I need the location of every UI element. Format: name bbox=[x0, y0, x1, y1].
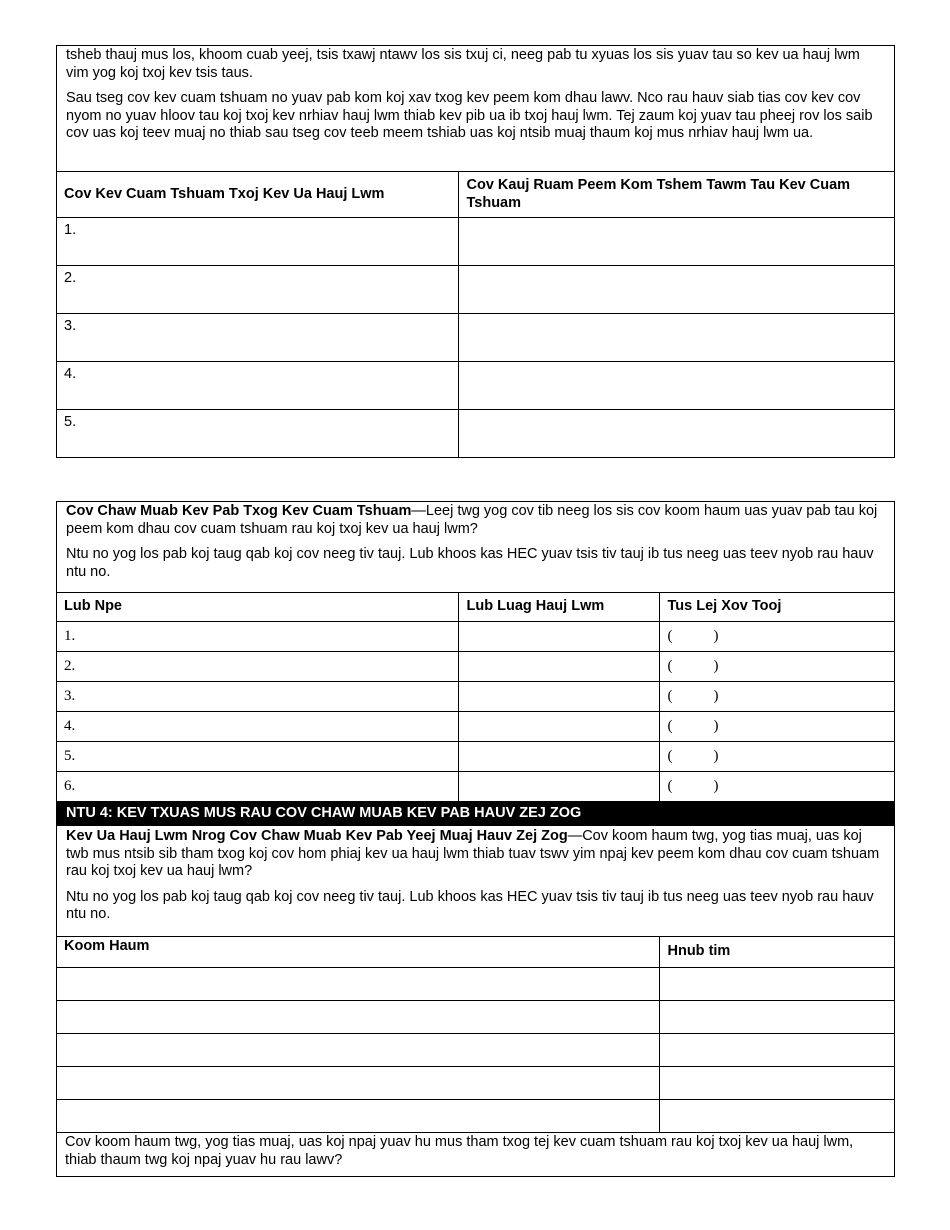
phone-area-close: ) bbox=[713, 717, 719, 734]
barrier-row-label: 1. bbox=[56, 218, 458, 266]
date-column-header: Hnub tim bbox=[659, 937, 895, 968]
resources-intro bbox=[66, 503, 885, 538]
phone-area-open: ( bbox=[667, 657, 673, 674]
phone-area-open: ( bbox=[667, 717, 673, 734]
resources-intro-question: —Leej twg yog cov tib neeg los sis cov koom haum uas yuav pab tau koj peem kom dhau cov cuam tshuam rau koj txoj kev ua hauj lwm? bbox=[66, 503, 878, 537]
organization-cell[interactable] bbox=[56, 1001, 659, 1034]
resources-section bbox=[56, 501, 895, 1177]
resources-intro-title: Cov Chaw Muab Kev Pab Txog Kev Cuam Tshuam bbox=[66, 503, 412, 519]
resource-phone-cell[interactable] bbox=[659, 712, 895, 742]
resource-role-cell[interactable] bbox=[458, 622, 659, 652]
barrier-step-cell[interactable] bbox=[458, 362, 895, 410]
resource-phone-cell[interactable] bbox=[659, 772, 895, 802]
resource-row-label: 3. bbox=[56, 682, 458, 712]
resource-role-cell[interactable] bbox=[458, 712, 659, 742]
phone-area-close: ) bbox=[713, 687, 719, 704]
resource-row-label: 6. bbox=[56, 772, 458, 802]
date-cell[interactable] bbox=[659, 1100, 895, 1133]
barriers-table bbox=[56, 171, 895, 458]
resource-row-label: 2. bbox=[56, 652, 458, 682]
date-cell[interactable] bbox=[659, 1001, 895, 1034]
phone-area-close: ) bbox=[713, 777, 719, 794]
barrier-step-cell[interactable] bbox=[458, 266, 895, 314]
organization-cell[interactable] bbox=[56, 968, 659, 1001]
resources-table bbox=[56, 592, 895, 802]
barrier-row-label: 5. bbox=[56, 410, 458, 458]
community-resources-note: Ntu no yog los pab koj taug qab koj cov neeg tiv tauj. Lub khoos kas HEC yuav tsis tiv tauj ib tus neeg uas teev nyob rau hauv ntu no. bbox=[66, 888, 874, 922]
barriers-column-header: Cov Kev Cuam Tshuam Txoj Kev Ua Hauj Lwm bbox=[56, 172, 458, 218]
role-column-header: Lub Luag Hauj Lwm bbox=[458, 593, 659, 622]
resource-phone-cell[interactable] bbox=[659, 682, 895, 712]
resource-phone-cell[interactable] bbox=[659, 652, 895, 682]
resource-row-label: 1. bbox=[56, 622, 458, 652]
organization-column-header: Koom Haum bbox=[56, 937, 659, 968]
phone-area-open: ( bbox=[667, 627, 673, 644]
name-column-header: Lub Npe bbox=[56, 593, 458, 622]
resource-phone-cell[interactable] bbox=[659, 622, 895, 652]
section-4-title-bar: NTU 4: KEV TXUAS MUS RAU COV CHAW MUAB KEV PAB HAUV ZEJ ZOG bbox=[57, 801, 894, 826]
date-cell[interactable] bbox=[659, 968, 895, 1001]
phone-column-header: Tus Lej Xov Tooj bbox=[659, 593, 895, 622]
community-resources-intro-question: —Cov koom haum twg, yog tias muaj, uas koj twb mus ntsib sib tham txog koj cov hom phiaj kev ua hauj lwm thiab tuav tswv yim npaj kev peem kom dhau cov cuam tshuam rau koj txoj kev ua hauj lwm? bbox=[66, 828, 880, 879]
resource-phone-cell[interactable] bbox=[659, 742, 895, 772]
resources-note: Ntu no yog los pab koj taug qab koj cov neeg tiv tauj. Lub khoos kas HEC yuav tsis tiv tauj ib tus neeg uas teev nyob rau hauv ntu no. bbox=[66, 546, 874, 580]
barriers-intro-text: tsheb thauj mus los, khoom cuab yeej, tsis txawj ntawv los sis txuj ci, neeg pab tu xyuas los sis yuav tau so kev ua hauj lwm vim yog koj txoj kev tsis taus. bbox=[66, 47, 860, 81]
resource-role-cell[interactable] bbox=[458, 682, 659, 712]
resource-role-cell[interactable] bbox=[458, 652, 659, 682]
barrier-row-label: 4. bbox=[56, 362, 458, 410]
organization-cell[interactable] bbox=[56, 1067, 659, 1100]
steps-column-header: Cov Kauj Ruam Peem Kom Tshem Tawm Tau Kev Cuam Tshuam bbox=[458, 172, 895, 218]
barrier-row-label: 2. bbox=[56, 266, 458, 314]
phone-area-open: ( bbox=[667, 747, 673, 764]
resource-row-label: 4. bbox=[56, 712, 458, 742]
organizations-table bbox=[56, 936, 895, 1178]
date-cell[interactable] bbox=[659, 1034, 895, 1067]
community-resources-intro bbox=[66, 828, 885, 881]
resource-role-cell[interactable] bbox=[458, 742, 659, 772]
phone-area-open: ( bbox=[667, 687, 673, 704]
phone-area-close: ) bbox=[713, 627, 719, 644]
barriers-section bbox=[56, 45, 895, 458]
barrier-step-cell[interactable] bbox=[458, 410, 895, 458]
plan-to-call-question: Cov koom haum twg, yog tias muaj, uas koj npaj yuav hu mus tham txog tej kev cuam tshuam rau koj txoj kev ua hauj lwm, thiab thaum twg koj npaj yuav hu rau lawv? bbox=[56, 1133, 895, 1178]
organization-cell[interactable] bbox=[56, 1100, 659, 1133]
barrier-step-cell[interactable] bbox=[458, 314, 895, 362]
date-cell[interactable] bbox=[659, 1067, 895, 1100]
community-resources-intro-title: Kev Ua Hauj Lwm Nrog Cov Chaw Muab Kev Pab Yeej Muaj Hauv Zej Zog bbox=[66, 828, 568, 844]
resource-role-cell[interactable] bbox=[458, 772, 659, 802]
barriers-instructions-text: Sau tseg cov kev cuam tshuam no yuav pab kom koj xav txog kev peem kom dhau lawv. Nco rau hauv siab tias cov kev cov nyom no yuav hloov tau koj txoj kev nrhiav hauj lwm thiab kev pib ua ib txoj hauj lwm. Tej zaum koj yuav tau pheej rov los saib cov uas koj teev muaj no thiab sau tseg cov teeb meem tshiab uas koj ntsib muaj thaum koj mus nrhiav hauj lwm ua. bbox=[66, 90, 873, 141]
barrier-step-cell[interactable] bbox=[458, 218, 895, 266]
organization-cell[interactable] bbox=[56, 1034, 659, 1067]
phone-area-open: ( bbox=[667, 777, 673, 794]
barrier-row-label: 3. bbox=[56, 314, 458, 362]
phone-area-close: ) bbox=[713, 657, 719, 674]
phone-area-close: ) bbox=[713, 747, 719, 764]
resource-row-label: 5. bbox=[56, 742, 458, 772]
